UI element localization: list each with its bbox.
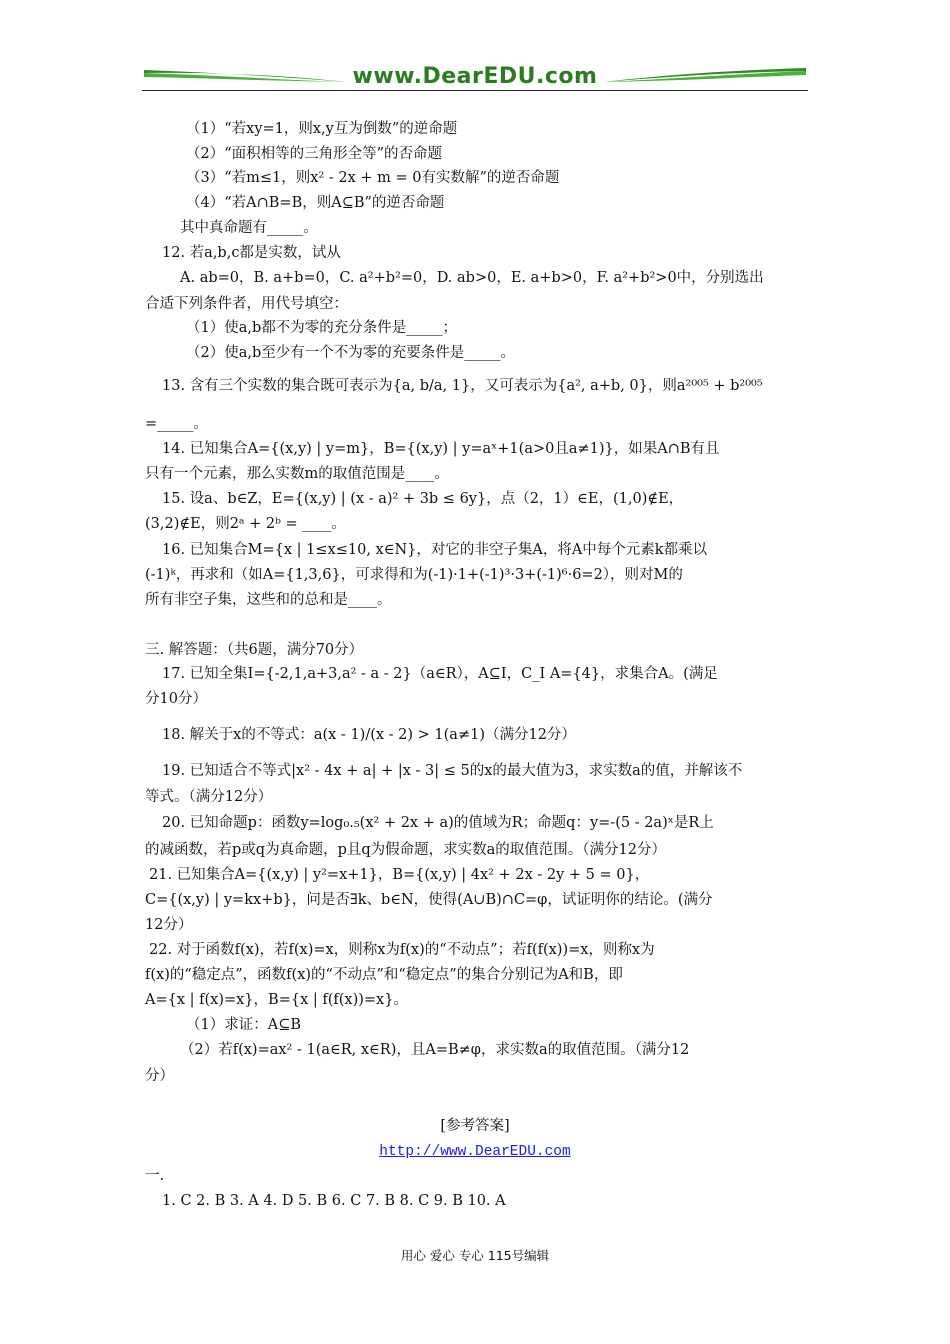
problem-19-stem: 19. 已知适合不等式|x² - 4x + a| + |x - 3| ≤ 5的x的最大值为3，求实数a的值，并解该不 xyxy=(162,763,743,779)
site-logo: www.DearEDU.com xyxy=(352,64,598,89)
problem-12-sub-1: （1）使a,b都不为零的充分条件是_____； xyxy=(186,320,458,336)
problem-12-options: A. ab=0，B. a+b=0，C. a²+b²=0，D. ab>0，E. a+b>0，F. a²+b²>0中，分别选出 xyxy=(180,270,764,286)
page-header xyxy=(142,60,808,94)
problem-11-question: 其中真命题有_____。 xyxy=(180,220,318,236)
problem-12-stem: 12. 若a,b,c都是实数，试从 xyxy=(162,245,341,261)
problem-22-stem: 22. 对于函数f(x)，若f(x)=x，则称x为f(x)的“不动点”；若f(f(x))=x，则称x为 xyxy=(149,942,655,958)
problem-12-instruction: 合适下列条件者，用代号填空： xyxy=(145,296,348,312)
section-3-heading: 三. 解答题：（共6题，满分70分） xyxy=(145,642,364,658)
problem-17-stem: 17. 已知全集I={-2,1,a+3,a² - a - 2}（a∈R），A⊆I，C_I A={4}，求集合A。(满足 xyxy=(162,666,718,682)
problem-16-stem-cont: (-1)ᵏ，再求和（如A={1,3,6}，可求得和为(-1)·1+(-1)³·3+(-1)⁶·6=2），则对M的 xyxy=(145,567,683,583)
problem-19-stem-cont: 等式。（满分12分） xyxy=(145,789,273,805)
answer-key-row: 1. C 2. B 3. A 4. D 5. B 6. C 7. B 8. C 9. B 10. A xyxy=(162,1193,506,1209)
problem-14-stem-cont: 只有一个元素，那么实数m的取值范围是____。 xyxy=(145,466,449,482)
problem-14-stem: 14. 已知集合A={(x,y) | y=m}，B={(x,y) | y=aˣ+1(a>0且a≠1)}，如果A∩B有且 xyxy=(162,441,720,457)
problem-11-item-3: （3）“若m≤1，则x² - 2x + m = 0有实数解”的逆否命题 xyxy=(186,170,560,186)
problem-20-stem: 20. 已知命题p：函数y=log₀.₅(x² + 2x + a)的值域为R；命题q：y=-(5 - 2a)ˣ是R上 xyxy=(162,815,714,831)
problem-22-definitions: A={x | f(x)=x}，B={x | f(f(x))=x}。 xyxy=(145,992,408,1008)
problem-15-stem: 15. 设a、b∈Z，E={(x,y) | (x - a)² + 3b ≤ 6y}，点（2，1）∈E，(1,0)∉E， xyxy=(162,491,684,507)
problem-22-stem-cont: f(x)的“稳定点”，函数f(x)的“不动点”和“稳定点”的集合分别记为A和B，即 xyxy=(145,967,623,983)
answer-section-1: 一. xyxy=(145,1168,165,1184)
problem-21-stem: 21. 已知集合A={(x,y) | y²=x+1}，B={(x,y) | 4x² + 2x - 2y + 5 = 0}， xyxy=(149,867,650,883)
problem-22-points: 分） xyxy=(145,1068,174,1084)
problem-11-item-4: （4）“若A∩B=B，则A⊆B”的逆否命题 xyxy=(186,195,445,211)
problem-22-sub-2: （2）若f(x)=ax² - 1(a∈R, x∈R)，且A=B≠φ，求实数a的取值范围。（满分12 xyxy=(180,1042,690,1058)
problem-17-points: 分10分） xyxy=(145,691,207,707)
answer-heading: [参考答案] xyxy=(440,1118,510,1134)
problem-13-answer-blank: =_____。 xyxy=(145,416,208,432)
problem-11-item-1: （1）“若xy=1，则x,y互为倒数”的逆命题 xyxy=(186,121,458,137)
problem-16-stem-end: 所有非空子集，这些和的总和是____。 xyxy=(145,592,392,608)
page-footer: 用心 爱心 专心 115号编辑 xyxy=(400,1248,550,1263)
problem-18-stem: 18. 解关于x的不等式：a(x - 1)/(x - 2) > 1(a≠1)（满分12分） xyxy=(162,727,576,743)
problem-16-stem: 16. 已知集合M={x | 1≤x≤10, x∈N}，对它的非空子集A，将A中每个元素k都乘以 xyxy=(162,542,708,558)
header-divider xyxy=(142,90,808,91)
problem-13-stem: 13. 含有三个实数的集合既可表示为{a, b/a, 1}，又可表示为{a², a+b, 0}，则a²⁰⁰⁵ + b²⁰⁰⁵ xyxy=(162,378,763,394)
problem-11-item-2: （2）“面积相等的三角形全等”的否命题 xyxy=(186,146,443,162)
site-link[interactable]: http://www.DearEDU.com xyxy=(379,1144,571,1160)
problem-22-sub-1: （1）求证：A⊆B xyxy=(186,1017,302,1033)
problem-15-stem-cont: (3,2)∉E，则2ᵃ + 2ᵇ = ____。 xyxy=(145,516,346,532)
problem-21-stem-cont: C={(x,y) | y=kx+b}，问是否∃k、b∈N，使得(A∪B)∩C=φ，试证明你的结论。(满分 xyxy=(145,892,713,908)
problem-21-points: 12分） xyxy=(145,917,193,933)
answer-link-row xyxy=(142,1142,808,1161)
problem-20-stem-cont: 的减函数，若p或q为真命题，p且q为假命题，求实数a的取值范围。（满分12分） xyxy=(145,842,666,858)
problem-12-sub-2: （2）使a,b至少有一个不为零的充要条件是_____。 xyxy=(186,345,516,361)
